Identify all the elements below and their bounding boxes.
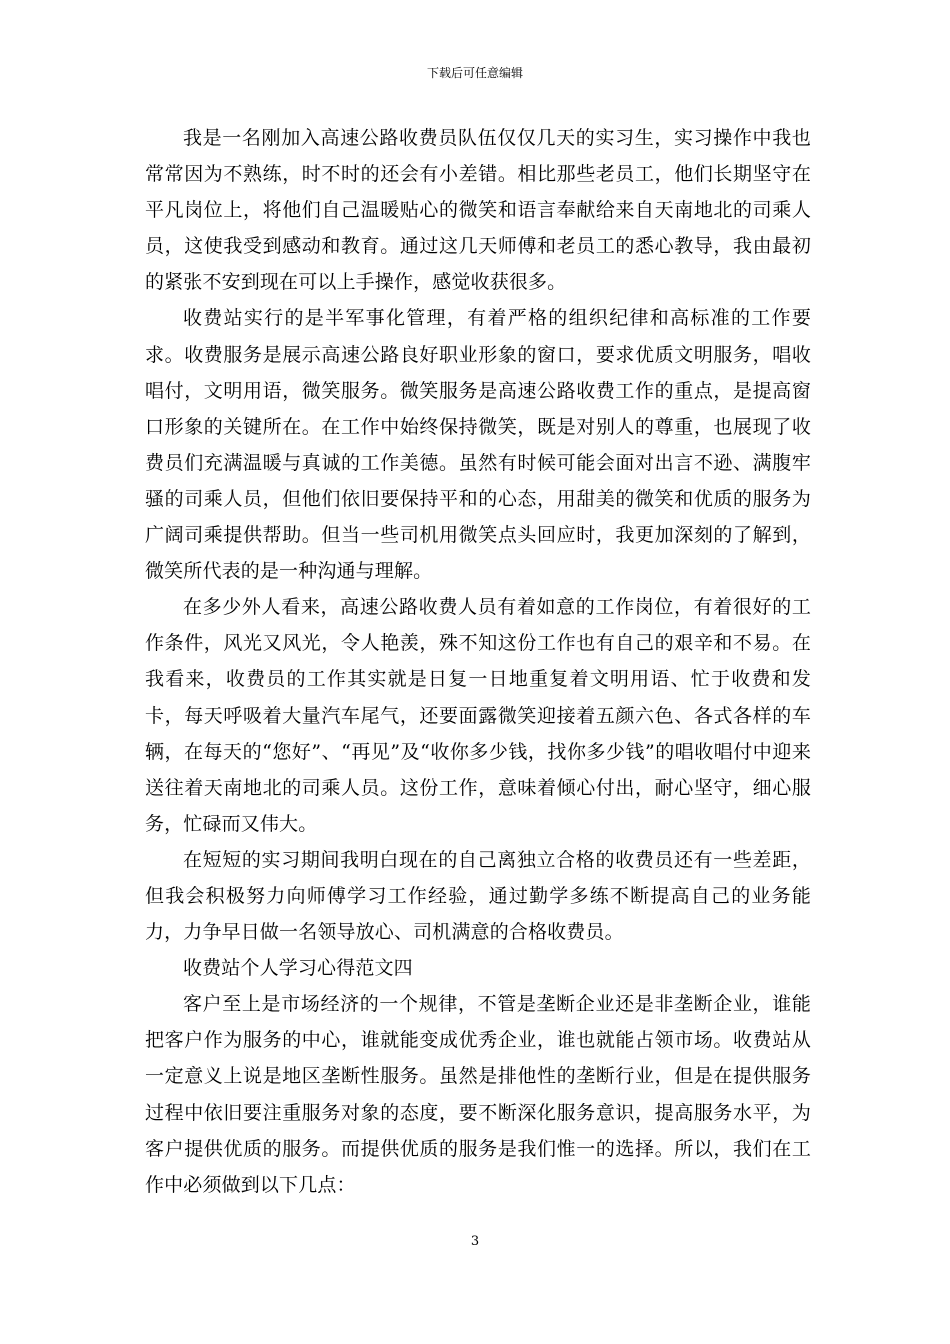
paragraph-customer-first: 客户至上是市场经济的一个规律，不管是垄断企业还是非垄断企业，谁能把客户作为服务的中心，谁就能变成优秀企业，谁也就能占领市场。收费站从一定意义上说是地区垄断性服务。虽然是排他性的垄断行业，但是在提供服务过程中依旧要注重服务对象的态度，要不断深化服务意识，提高服务水平，为客户提供优质的服务。而提供优质的服务是我们惟一的选择。所以，我们在工作中必须做到以下几点：	[145, 993, 811, 1196]
section-heading: 收费站个人学习心得范文四	[183, 957, 413, 980]
paragraph-smile-service: 收费站实行的是半军事化管理，有着严格的组织纪律和高标准的工作要求。收费服务是展示高速公路良好职业形象的窗口，要求优质文明服务，唱收唱付，文明用语，微笑服务。微笑服务是高速公路收费工作的重点，是提高窗口形象的关键所在。在工作中始终保持微笑，既是对别人的尊重，也展现了收费员们充满温暖与真诚的工作美德。虽然有时候可能会面对出言不逊、满腹牢骚的司乘人员，但他们依旧要保持平和的心态，用甜美的微笑和优质的服务为广阔司乘提供帮助。但当一些司机用微笑点头回应时，我更加深刻的了解到，微笑所代表的是一种沟通与理解。	[145, 307, 811, 583]
body-text	[145, 120, 811, 1203]
page-header: 下载后可任意编辑	[426, 66, 523, 80]
page-number: 3	[470, 1234, 480, 1249]
paragraph-improvement-goal: 在短短的实习期间我明白现在的自己离独立合格的收费员还有一些差距，但我会积极努力向师傅学习工作经验，通过勤学多练不断提高自己的业务能力，力争早日做一名领导放心、司机满意的合格收费员。	[145, 848, 811, 944]
paragraph-intern-intro: 我是一名刚加入高速公路收费员队伍仅仅几天的实习生，实习操作中我也常常因为不熟练，时不时的还会有小差错。相比那些老员工，他们长期坚守在平凡岗位上，将他们自己温暖贴心的微笑和语言奉献给来自天南地北的司乘人员，这使我受到感动和教育。通过这几天师傅和老员工的悉心教导，我由最初的紧张不安到现在可以上手操作，感觉收获很多。	[145, 127, 811, 294]
paragraph-job-hardship: 在多少外人看来，高速公路收费人员有着如意的工作岗位，有着很好的工作条件，风光又风光，令人艳羡，殊不知这份工作也有自己的艰辛和不易。在我看来，收费员的工作其实就是日复一日地重复着文明用语、忙于收费和发卡，每天呼吸着大量汽车尾气，还要面露微笑迎接着五颜六色、各式各样的车辆，在每天的“您好”、“再见”及“收你多少钱，找你多少钱”的唱收唱付中迎来送往着天南地北的司乘人员。这份工作，意味着倾心付出，耐心坚守，细心服务，忙碌而又伟大。	[145, 596, 811, 835]
